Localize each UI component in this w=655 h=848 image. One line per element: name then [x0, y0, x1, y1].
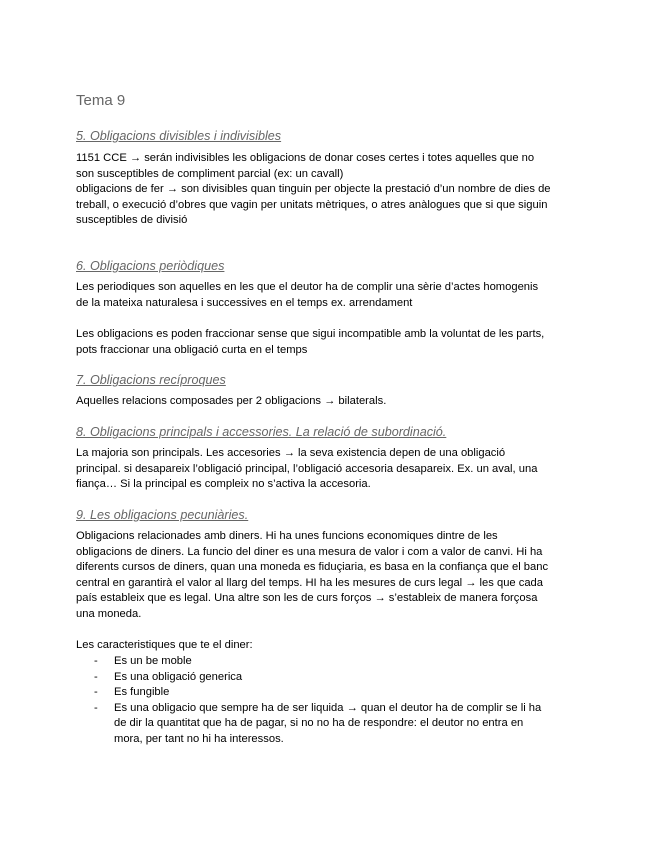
text-line: mora, per tant no hi ha interessos.: [114, 732, 284, 745]
text-line: una moneda.: [76, 607, 142, 620]
section-heading-divisibles: 5. Obligacions divisibles i indivisibles: [76, 129, 282, 143]
text-line: obligacions de fer → son divisibles quan tinguin per objecte la prestació d’un nombre de dies de: [76, 183, 551, 196]
text-line: central en garantirà el valor al llarg del temps. HI ha les mesures de curs legal → les que cada: [76, 576, 544, 589]
list-item: [76, 654, 580, 670]
list-dash: -: [94, 686, 98, 699]
text-line: 1151 CCE → serán indivisibles les obligacions de donar coses certes i totes aquelles que no: [76, 152, 535, 164]
text-line: fiança… Si la principal es compleix no s’activa la accesoria.: [76, 478, 371, 491]
list-item: [76, 685, 580, 701]
text-line: treball, o execució d’obres que vagin per unitats mètriques, o atres anàlogues que si que siguin: [76, 198, 548, 211]
paragraph-divisibles: [76, 151, 580, 229]
text-line: diferents cursos de diners, quan una moneda es fiduçiaria, es basa en la confiança que el banc: [76, 561, 549, 574]
list-dash: -: [94, 701, 98, 714]
text-line: pots fraccionar una obligació curta en el temps: [76, 343, 308, 356]
text-line: principal. si desapareix l’obligació principal, l’obligació accesoria desapareix. Ex. un aval, una: [76, 462, 538, 475]
text-line: Es fungible: [114, 686, 170, 699]
text-line: Les obligacions es poden fraccionar sense que sigui incompatible amb la voluntat de les parts,: [76, 328, 545, 340]
characteristics-list: [76, 654, 580, 748]
text-line: Les periodiques son aquelles en les que el deutor ha de complir una sèrie d’actes homogenis: [76, 281, 539, 293]
paragraph-periodiques-2: [76, 327, 580, 358]
text-line: susceptibles de divisió: [76, 214, 188, 227]
text-line: son susceptibles de compliment parcial (ex: un cavall): [76, 167, 344, 180]
text-line: Aquelles relacions composades per 2 obligacions → bilaterals.: [76, 395, 387, 407]
text-line: de dir la quantitat que ha de pagar, si no no ha de respondre: el deutor no entra en: [114, 717, 524, 730]
text-line: país estableix que es legal. Una altre son les de curs forços → s’estableix de manera forçosa: [76, 592, 538, 605]
paragraph-principals: [76, 446, 580, 493]
list-dash: -: [94, 670, 98, 683]
text-line: Es una obligacio que sempre ha de ser liquida → quan el deutor ha de complir se li ha: [114, 701, 542, 714]
section-heading-principals: 8. Obligacions principals i accessories. La relació de subordinació.: [76, 425, 447, 439]
paragraph-caracteristiques-intro: [76, 638, 580, 654]
text-line: Obligacions relacionades amb diners. Hi ha unes funcions economiques dintre de les: [76, 530, 498, 542]
section-heading-periodiques: 6. Obligacions periòdiques: [76, 259, 225, 273]
list-item: [76, 701, 580, 748]
text-line: de la mateixa naturalesa i successives en el temps ex. arrendament: [76, 296, 413, 309]
text-line: obligacions de diners. La funcio del diner es una mesura de valor i com a valor de canvi. Hi ha: [76, 545, 543, 558]
text-line: Les caracteristiques que te el diner:: [76, 639, 253, 651]
text-line: Es una obligació generica: [114, 670, 243, 683]
section-heading-reciproques: 7. Obligacions recíproques: [76, 373, 226, 387]
paragraph-periodiques-1: [76, 280, 580, 311]
text-line: La majoria son principals. Les accesories → la seva existencia depen de una obligació: [76, 447, 506, 459]
list-dash: -: [94, 655, 98, 667]
paragraph-reciproques: [76, 394, 580, 410]
paragraph-pecuniaries: [76, 529, 580, 623]
section-heading-pecuniaries: 9. Les obligacions pecuniàries.: [76, 508, 249, 522]
list-item: [76, 670, 580, 686]
text-line: Es un be moble: [114, 655, 192, 667]
page-title: Tema 9: [76, 92, 126, 109]
